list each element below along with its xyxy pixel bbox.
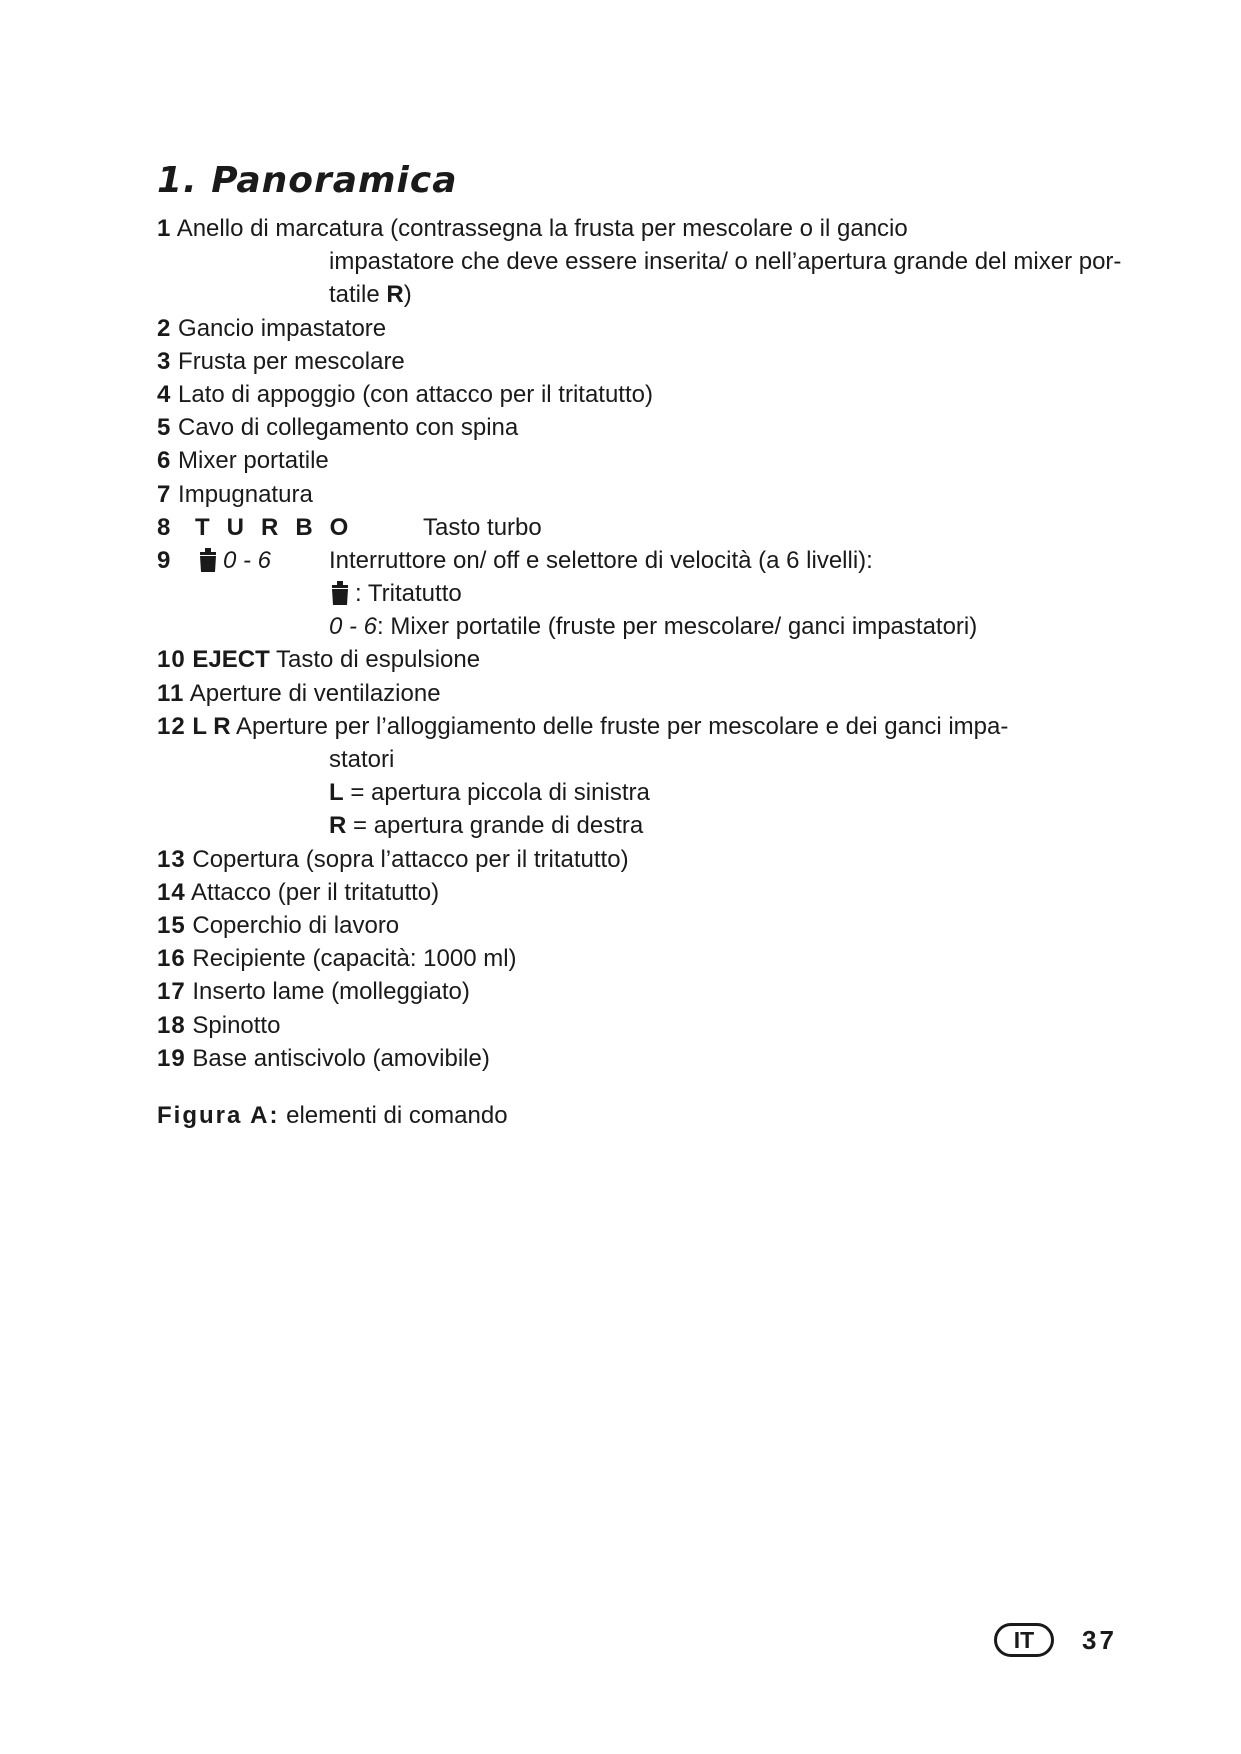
- list-item: [157, 544, 1147, 577]
- chopper-pot-icon: [197, 548, 219, 572]
- list-item: [157, 677, 1147, 710]
- item-text: = apertura grande di destra: [346, 812, 644, 840]
- chopper-pot-icon: [329, 581, 351, 605]
- list-item: [157, 643, 1147, 676]
- item-text: statori: [329, 746, 395, 773]
- item-text: = apertura piccola di sinistra: [343, 779, 650, 807]
- item-number: 4: [157, 380, 172, 408]
- item-text: Frusta per mescolare: [178, 347, 405, 375]
- item-number: 17: [157, 978, 186, 1006]
- item-number: 11: [157, 679, 185, 707]
- list-item-continuation: [157, 278, 1147, 311]
- item-text: impastatore che deve essere inserita/ o nell’apertura grande del mixer por-: [329, 248, 1122, 276]
- item-text: Aperture per l’alloggiamento delle fruste per mescolare e dei ganci impa-: [235, 712, 1009, 740]
- item-text: Inserto lame (molleggiato): [192, 978, 470, 1006]
- item-number: 2: [157, 314, 172, 342]
- item-text: Impugnatura: [178, 480, 313, 508]
- item-number: 16: [157, 945, 186, 973]
- item-number: 8: [157, 513, 172, 541]
- item-number: 1: [157, 215, 172, 242]
- item-text: Gancio impastatore: [178, 314, 387, 342]
- item-number: 5: [157, 414, 172, 442]
- item-text: Coperchio di lavoro: [192, 911, 400, 939]
- item-text: Aperture di ventilazione: [189, 679, 441, 707]
- speed-symbol: [197, 544, 271, 577]
- item-bold-label: R: [386, 281, 404, 309]
- item-number: 7: [157, 480, 172, 508]
- item-text: Mixer portatile: [178, 447, 329, 475]
- item-text: Tasto turbo: [423, 513, 542, 541]
- page-number: 37: [1082, 1624, 1117, 1655]
- item-text: Cavo di collegamento con spina: [178, 414, 519, 442]
- item-number: 10: [157, 646, 186, 674]
- item-number: 12: [157, 712, 186, 740]
- list-item: [157, 212, 1147, 245]
- item-number: 6: [157, 447, 172, 475]
- item-text: tatile: [329, 281, 387, 309]
- item-number: 15: [157, 911, 186, 939]
- list-item-continuation: [157, 610, 1147, 643]
- item-text: Spinotto: [192, 1011, 281, 1039]
- list-item: [157, 511, 1147, 544]
- list-item: [157, 444, 1147, 477]
- list-item: [157, 876, 1147, 909]
- lr-label: L R: [192, 712, 231, 740]
- item-bold-label: L: [329, 779, 344, 807]
- list-item-continuation: [157, 577, 1147, 610]
- list-item: [157, 411, 1147, 444]
- eject-label: EJECT: [192, 646, 270, 674]
- item-number: 13: [157, 845, 186, 873]
- item-text: Copertura (sopra l’attacco per il tritatutto): [192, 845, 629, 873]
- list-item-continuation: [157, 776, 1147, 809]
- speed-range: 0 - 6: [329, 613, 378, 641]
- caption-text: elementi di comando: [279, 1102, 508, 1129]
- item-number: 18: [157, 1011, 186, 1039]
- item-text: Attacco (per il tritatutto): [191, 878, 440, 906]
- page-title: 1. Panoramica: [157, 160, 458, 201]
- list-item: [157, 1042, 1147, 1075]
- item-text: Tasto di espulsione: [275, 646, 481, 674]
- list-item: [157, 909, 1147, 942]
- list-item: [157, 378, 1147, 411]
- list-item: [157, 843, 1147, 876]
- item-text: Lato di appoggio (con attacco per il tritatutto): [178, 380, 653, 408]
- item-number: 9: [157, 546, 172, 574]
- list-item: [157, 942, 1147, 975]
- components-list: [157, 212, 1147, 1075]
- page-footer: [994, 1620, 1117, 1660]
- caption-label: Figura A:: [157, 1102, 280, 1129]
- item-text: Base antiscivolo (amovibile): [192, 1044, 490, 1072]
- item-text: : Tritatutto: [355, 580, 462, 608]
- list-item-continuation: [157, 245, 1147, 278]
- list-item-continuation: [157, 743, 1147, 776]
- speed-range: 0 - 6: [223, 546, 272, 574]
- item-number: 19: [157, 1044, 186, 1072]
- list-item: [157, 710, 1147, 743]
- item-text: Anello di marcatura (contrassegna la frusta per mescolare o il gancio: [176, 215, 908, 242]
- list-item: [157, 478, 1147, 511]
- item-bold-label: R: [329, 812, 347, 840]
- list-item-continuation: [157, 809, 1147, 842]
- list-item: [157, 345, 1147, 378]
- item-text: ): [403, 281, 412, 309]
- list-item: [157, 975, 1147, 1008]
- figure-caption: [157, 1102, 508, 1130]
- item-number: 14: [157, 878, 186, 906]
- list-item: [157, 1009, 1147, 1042]
- item-text: Interruttore on/ off e selettore di velocità (a 6 livelli):: [329, 546, 873, 574]
- item-number: 3: [157, 347, 172, 375]
- item-text: Recipiente (capacità: 1000 ml): [192, 945, 517, 973]
- item-text: : Mixer portatile (fruste per mescolare/ ganci impastatori): [377, 613, 978, 641]
- list-item: [157, 312, 1147, 345]
- turbo-label: TURBO: [195, 513, 366, 541]
- language-badge: IT: [994, 1623, 1054, 1657]
